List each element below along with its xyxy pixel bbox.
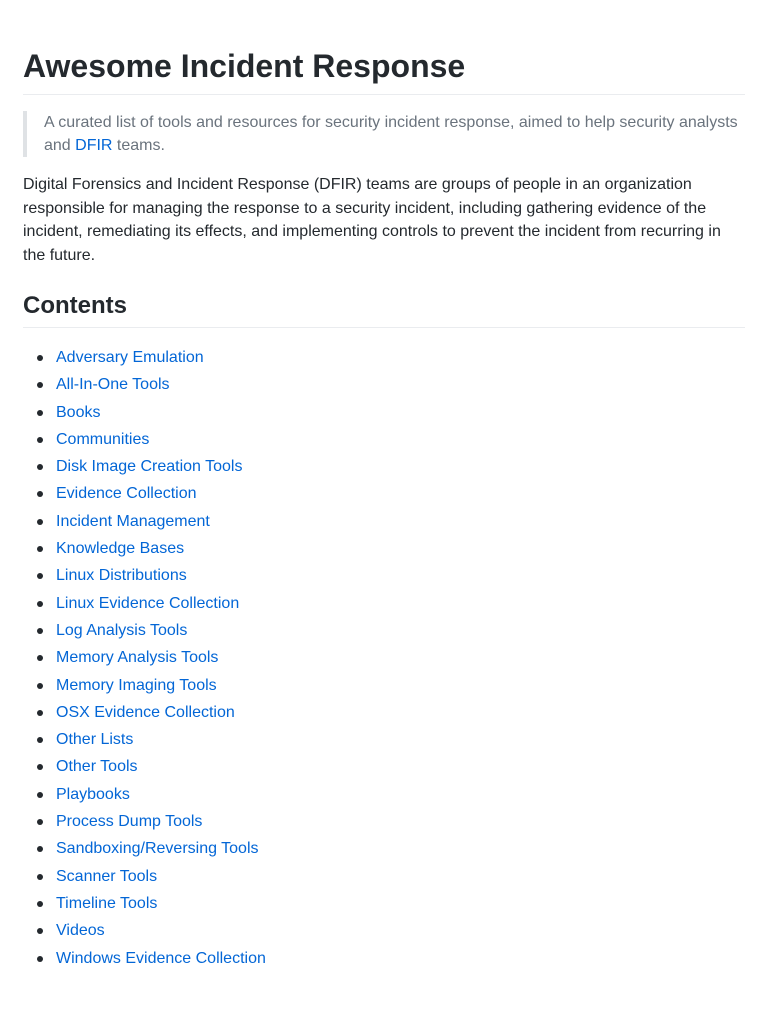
list-item (56, 617, 745, 644)
toc-link[interactable]: Sandboxing/Reversing Tools (56, 840, 259, 858)
list-item (56, 808, 745, 835)
list-item (56, 945, 745, 972)
bullet-icon (37, 601, 43, 607)
list-item (56, 480, 745, 507)
toc-link[interactable]: Timeline Tools (56, 894, 158, 912)
list-item (56, 644, 745, 671)
toc-link[interactable]: Memory Imaging Tools (56, 676, 217, 694)
toc-link[interactable]: Other Tools (56, 758, 138, 776)
bullet-icon (37, 355, 43, 361)
toc-link[interactable]: Evidence Collection (56, 485, 197, 503)
bullet-icon (37, 437, 43, 443)
contents-list (23, 344, 745, 972)
list-item (56, 399, 745, 426)
bullet-icon (37, 710, 43, 716)
list-item (56, 917, 745, 944)
toc-link[interactable]: Playbooks (56, 785, 130, 803)
toc-link[interactable]: Adversary Emulation (56, 349, 204, 366)
bullet-icon (37, 683, 43, 689)
intro-blockquote (23, 111, 745, 157)
bullet-icon (37, 819, 43, 825)
toc-link[interactable]: Log Analysis Tools (56, 621, 188, 639)
bullet-icon (37, 764, 43, 770)
toc-link[interactable]: Disk Image Creation Tools (56, 458, 243, 476)
bullet-icon (37, 573, 43, 579)
bullet-icon (37, 655, 43, 661)
toc-link[interactable]: Memory Analysis Tools (56, 649, 219, 667)
toc-link[interactable]: Videos (56, 922, 105, 940)
list-item (56, 508, 745, 535)
page-title: Awesome Incident Response (23, 0, 745, 95)
bullet-icon (37, 491, 43, 497)
toc-link[interactable]: Windows Evidence Collection (56, 949, 266, 967)
bullet-icon (37, 628, 43, 634)
list-item (56, 726, 745, 753)
list-item (56, 835, 745, 862)
bullet-icon (37, 901, 43, 907)
bullet-icon (37, 546, 43, 552)
toc-link[interactable]: Linux Evidence Collection (56, 594, 240, 612)
bullet-icon (37, 519, 43, 525)
list-item (56, 753, 745, 780)
bullet-icon (37, 956, 43, 962)
list-item (56, 590, 745, 617)
toc-link[interactable]: Linux Distributions (56, 567, 187, 585)
bullet-icon (37, 792, 43, 798)
list-item (56, 863, 745, 890)
dfir-link[interactable]: DFIR (75, 137, 113, 154)
toc-link[interactable]: OSX Evidence Collection (56, 703, 235, 721)
toc-link[interactable]: Scanner Tools (56, 867, 158, 885)
bullet-icon (37, 737, 43, 743)
toc-link[interactable]: Knowledge Bases (56, 540, 185, 558)
list-item (56, 781, 745, 808)
contents-heading: Contents (23, 291, 745, 328)
bullet-icon (37, 464, 43, 470)
bullet-icon (37, 874, 43, 880)
list-item (56, 890, 745, 917)
list-item (56, 344, 745, 371)
toc-link[interactable]: All-In-One Tools (56, 376, 170, 394)
intro-text-after: teams. (112, 137, 165, 154)
bullet-icon (37, 846, 43, 852)
list-item (56, 426, 745, 453)
toc-link[interactable]: Process Dump Tools (56, 813, 203, 831)
toc-link[interactable]: Incident Management (56, 512, 210, 530)
toc-link[interactable]: Other Lists (56, 731, 134, 749)
bullet-icon (37, 928, 43, 934)
list-item (56, 699, 745, 726)
toc-link[interactable]: Communities (56, 430, 150, 448)
bullet-icon (37, 382, 43, 388)
list-item (56, 535, 745, 562)
list-item (56, 562, 745, 589)
bullet-icon (37, 410, 43, 416)
description-paragraph: Digital Forensics and Incident Response (DFIR) teams are groups of people in an organization responsible for managing the response to a security incident, including gathering evidence of the incident, remediating its effects, and implementing controls to prevent the incident from recurring in the future. (23, 176, 721, 264)
intro-text-before: A curated list of tools and resources for security incident response, aimed to help security analysts and (44, 114, 738, 154)
list-item (56, 672, 745, 699)
toc-link[interactable]: Books (56, 403, 101, 421)
list-item (56, 371, 745, 398)
list-item (56, 453, 745, 480)
